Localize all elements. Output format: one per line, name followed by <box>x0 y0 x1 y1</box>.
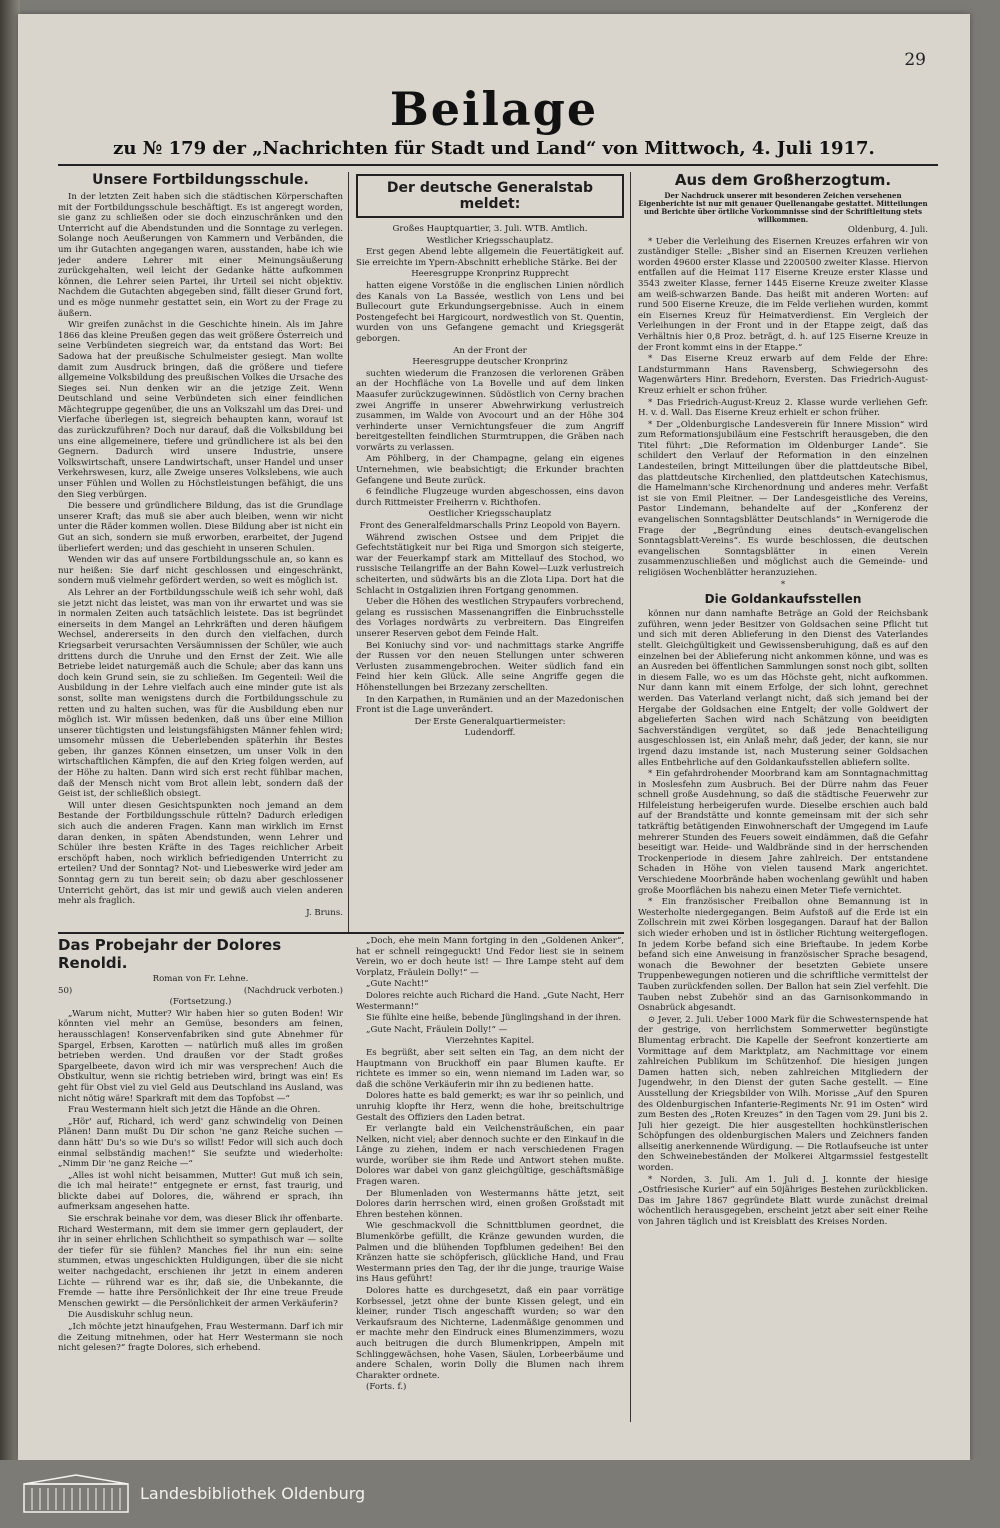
paragraph: Erst gegen Abend lebte allgemein die Feuertätigkeit auf. Sie erreichte im Ypern-Abschnitt erhebliche Stärke. Bei der <box>356 247 624 268</box>
paragraph: ⊙ Jever, 2. Juli. Ueber 1000 Mark für die Schwesternspende hat der gestrige, von herrlichstem Sommerwetter begünstigte Blumentag erbracht. Die Kapelle der Seefront konzertierte am Vormittage auf dem Marktplatz, am Nachmittage vor einem zahlreichen Publikum im Schützenhof. Die hiesigen jungen Damen hatten sich, neben zahlreichen Mitgliedern der Jugendwehr, in den Dienst der guten Sache gestellt. — Eine Ausstellung der Kriegsbilder von Wilh. Morisse „Auf den Spuren des Oldenburgischen Infanterie-Regiments Nr. 91 im Osten“ wird zum Besten des „Roten Kreuzes“ in den Tagen vom 29. Juni bis 2. Juli hier gezeigt. Die hier ausgestellten hochkünstlerischen Schöpfungen des oldenburgischen Malers und Zeichners fanden allseitig anerkennende Würdigung. — Die Rotlaufseuche ist unter den Schweinebeständen der Molkerei Altgarmssiel festgestellt worden. <box>638 1014 928 1174</box>
news-items-2 <box>638 609 928 1227</box>
paragraph: Wie geschmackvoll die Schnittblumen geordnet, die Blumenkörbe gefüllt, die Kränze gewunden wurden, die Palmen und die blühenden Topfblumen gedeihen! Bei den Kränzen hatte sie schöpferisch, glückliche Hand, und Frau Westermann pries den Tag, der ihr die junge, traurige Waise ins Haus geführt! <box>356 1221 624 1285</box>
novel-byline: Roman von Fr. Lehne. <box>152 974 249 984</box>
library-building-icon <box>22 1474 130 1514</box>
reprint-note: Der Nachdruck unserer mit besonderen Zeichen versehenen Eigenberichte ist nur mit genauer Quellenangabe gestattet. Mitteilungen und Berichte über örtliche Vorkommnisse sind der Schriftleitung stets willkommen. <box>638 191 928 224</box>
paragraph: Heeresgruppe Kronprinz Rupprecht <box>411 269 569 280</box>
paragraph: „Gute Nacht, Fräulein Dolly!“ — <box>366 1024 508 1035</box>
paragraph: „Ich möchte jetzt hinaufgehen, Frau Westermann. Darf ich mir die Zeitung mitnehmen, oder hat Herr Westermann sie noch nicht gelesen?“ fragte Dolores, sich erhebend. <box>58 1322 343 1354</box>
paragraph: hatten eigene Vorstöße in die englischen Linien nördlich des Kanals von La Bassée, westlich von Lens und bei Bullecourt gute Erkundungsergebnisse. Auch in einem Postengefecht bei Hargicourt, nordwestlich von St. Quentin, wurden von uns Gefangene gemacht und Kriegsgerät geborgen. <box>356 280 624 344</box>
paragraph: Wenden wir das auf unsere Fortbildungsschule an, so kann es nur heißen: Sie darf nicht geschlossen und eingeschränkt, sondern muß vielmehr gefördert werden, so weit es möglich ist. <box>58 555 343 587</box>
paragraph: Ludendorff. <box>464 728 516 739</box>
dateline: Oldenburg, 4. Juli. <box>847 225 928 235</box>
grossherzogtum-heading: Aus dem Großherzogtum. <box>674 172 892 189</box>
novel-notice: (Nachdruck verboten.) <box>243 985 343 996</box>
paragraph: Er verlangte bald ein Veilchensträußchen, ein paar Nelken, nicht viel; aber dennoch suchte er den Einkauf in die Länge zu ziehen, indem er nach verschiedenen Fragen wurde, worüber sie ihm Rede und Antwort stehen mußte. Dolores war dabei von ganz gleichgültige, geschäftsmäßige Fragen waren. <box>356 1124 624 1188</box>
paragraph: Als Lehrer an der Fortbildungsschule weiß ich sehr wohl, daß sie jetzt nicht das leistet, was man von ihr erwartet und was sie in normalen Zeiten auch tatsächlich leistete. Das ist begründet einerseits in dem Mangel an Lehrkräften und deren häufigem Wechsel, andererseits in den durch den vielfachen, durch Kriegsarbeit verursachten Versäumnissen der Schüler, wie auch drittens durch die Unruhe und den Ernst der Zeit. Wie alle Betriebe leidet naturgemäß auch die Schule; aber das kann uns doch kein Grund sein, sie zu schließen. Im Gegenteil: Weil die Ausbildung in der Lehre vielfach auch eine minder gute ist als sonst, sollte man wenigstens durch die Fortbildungsschule zu retten und zu halten suchen, was für die Ausbildung eben nur möglich ist. Wir müssen bedenken, daß uns über eine Million unserer tüchtigsten und leistungsfähigsten Männer fehlen wird; umsomehr müssen die Ueberlebenden späterhin ihr Bestes geben, ihr ganzes Können einsetzen, um unser Volk in den wirtschaftlichen Kämpfen, die auf den Krieg folgen werden, auf der Höhe zu halten. Dann wird sich erst recht fühlbar machen, daß der Mensch nicht vom Brot allein lebt, sondern daß der Geist ist, der schließlich obsiegt. <box>58 587 343 800</box>
paragraph: Dolores hatte es bald gemerkt; es war ihr so peinlich, und unruhig klopfte ihr Herz, wenn die hohe, breitschultrige Gestalt des Offiziers den Laden betrat. <box>356 1091 624 1123</box>
library-label: Landesbibliothek Oldenburg <box>140 1484 366 1503</box>
novel-continuation: (Fortsetzung.) <box>169 997 232 1008</box>
generalstab-heading: Der deutsche Generalstab meldet: <box>386 180 594 212</box>
novel-number: 50) <box>58 985 73 996</box>
paragraph: Front des Generalfeldmarschalls Prinz Leopold von Bayern. <box>359 521 621 532</box>
signature: J. Bruns. <box>306 907 343 918</box>
masthead-subtitle: zu № 179 der „Nachrichten für Stadt und Land“ von Mittwoch, 4. Juli 1917. <box>113 138 875 159</box>
column-divider <box>348 172 349 932</box>
paragraph: Frau Westermann hielt sich jetzt die Hände an die Ohren. <box>68 1105 321 1116</box>
masthead-title: Beilage <box>389 82 599 136</box>
paragraph: * Der „Oldenburgische Landesverein für Innere Mission“ wird zum Reformationsjubiläum eine Festschrift herausgeben, die den Titel führt: „Die Reformation im Oldenburger Lande“. Sie schildert den Verlauf der Reformation in den einzelnen Landesteilen, bringt Mitteilungen über die plattdeutsche Bibel, das plattdeutsche Kirchenlied, den plattdeutschen Katechismus, die Hamelmann'sche Kirchenordnung und anderes mehr. Verfaßt ist sie von Emil Pleitner. — Der Landesgeistliche des Vereins, Pastor Lindemann, behandelte auf der „Konferenz der evangelischen Sonntagsblätter Deutschlands“ in Wernigerode die Frage der „Begründung eines deutsch-evangelischen Sonntagsblatt-Vereins“. Es wurde beschlossen, die deutschen evangelischen Sonntagsblätter in einen Verein zusammenzuschließen und möglichst auch die Gemeinde- und religiösen Wochenblätter heranzuziehen. <box>638 419 928 578</box>
paragraph: Sie fühlte eine heiße, bebende Jünglingshand in der ihren. <box>366 1013 622 1024</box>
article-heading: Unsere Fortbildungsschule. <box>92 172 309 188</box>
paragraph: „Doch, ehe mein Mann fortging in den „Goldenen Anker“, hat er schnell reingeguckt! Und Fedor liest sie in seinem Verein, wo er doch heute ist! — Ihre Lampe steht auf dem Vorplatz, Fräulein Dolly!“ — <box>356 936 624 978</box>
paragraph: 6 feindliche Flugzeuge wurden abgeschossen, eins davon durch Rittmeister Freiherrn v. Richthofen. <box>356 487 624 508</box>
column-divider <box>630 172 631 1422</box>
paragraph: * Ein gefahrdrohender Moorbrand kam am Sonntagnachmittag in Moslesfehn zum Ausbruch. Bei der Dürre nahm das Feuer schnell große Ausdehnung, so daß die städtische Feuerwehr zur Hilfeleistung herbeigerufen wurde. Dieselbe erschien auch bald auf der Brandstätte und konnte gemeinsam mit der sich sehr tatkräftig betätigenden Einwohnerschaft der Umgegend im Laufe mehrerer Stunden des Feuers soweit eindämmen, daß die Gefahr beseitigt war. Heide- und Waldbrände sind in der herrschenden Trockenperiode in diesem Jahre zahlreich. Der entstandene Schaden in Höhe von vielen tausend Mark angerichtet. Verschiedene Moorbrände haben wochenlang gewühlt und haben große Moorflächen bis nahezu einen Meter Tiefe vernichtet. <box>638 769 928 896</box>
novel-text-a <box>58 1009 343 1354</box>
paragraph: Die bessere und gründlichere Bildung, das ist die Grundlage unserer Kraft; das muß sie aber auch bleiben, wenn wir nicht unter die Räder kommen wollen. Diese Bildung aber ist nicht ein Gut an sich, sondern sie muß erworben, erarbeitet, der Jugend überliefert werden; und das geschieht in unseren Schulen. <box>58 501 343 554</box>
paragraph: Westlicher Kriegsschauplatz. <box>426 235 554 246</box>
paragraph: Vierzehntes Kapitel. <box>445 1036 535 1047</box>
paragraph: * Das Eiserne Kreuz erwarb auf dem Felde der Ehre: Landsturmmann Hans Ravensberg, Schwiegersohn des Wagenwärters Hinr. Bredehorn, Eversten. Das Friedrich-August-Kreuz erhielt er schon früher. <box>638 354 928 396</box>
page-number: 29 <box>904 50 926 70</box>
footer-bar <box>0 1460 1000 1528</box>
paragraph: Ueber die Höhen des westlichen Strypaufers vorbrechend, gelang es russischen Massenangriffen die Einbruchsstelle des Vorlages nordwärts zu verbreitern. Das Eingreifen unserer Reserven gebot dem Feinde Halt. <box>356 597 624 639</box>
paragraph: Bei Koniuchy sind vor- und nachmittags starke Angriffe der Russen vor den neuen Stellungen unter schweren Verlusten zusammengebrochen. Weiter südlich fand ein Feind hier kein Glück. Alle seine Angriffe gegen die Höhenstellungen bei Brzezany zerschellten. <box>356 640 624 693</box>
generalstab-heading-box <box>356 174 624 218</box>
paragraph: In den Karpathen, in Rumänien und an der Mazedonischen Front ist die Lage unverändert. <box>356 694 624 716</box>
newspaper-page <box>18 14 970 1460</box>
paragraph: „Gute Nacht!“ <box>366 979 429 990</box>
article-body <box>58 192 343 918</box>
paragraph: * Ein französischer Freiballon ohne Bemannung ist in Westerholte niedergegangen. Beim Aufstoß auf die Erde ist ein Zollschrein mit zwei Körben losgegangen. Darauf hat der Ballon sich wieder erhoben und ist in östlicher Richtung weitergeflogen. In jedem Korbe befand sich eine Brieftaube. In jedem Korbe befand sich eine Anweisung in französischer Sprache besagend, wonach die Bewohner der besetzten Gebiete unsere Truppenbewegungen notieren und die schriftliche vermittelst der Tauben zurückfenden sollen. Der Ballon hat sein Ziel verfehlt. Die Tauben nebst Zubehör sind an das Garnisonkommando in Osnabrück abgesandt. <box>638 897 928 1014</box>
section-star: * <box>780 579 786 590</box>
paragraph: Oestlicher Kriegsschauplatz <box>428 509 552 520</box>
paragraph: (Forts. f.) <box>366 1382 407 1393</box>
paragraph: suchten wiederum die Franzosen die verlorenen Gräben an der Hochfläche von La Bovelle und auf dem linken Maasufer zurückzugewinnen. Südöstlich von Cerny brachen zwei Angriffe in unserer Abwehrwirkung verlustreich zusammen, im Walde von Avocourt und an der Höhe 304 verhinderte unser Vernichtungsfeuer die zum Angriff bereitgestellten feindlichen Sturmtruppen, die Gräben nach vorwärts zu verlassen. <box>356 368 624 453</box>
paragraph: können nur dann namhafte Beträge an Gold der Reichsbank zuführen, wenn jeder Besitzer von Goldsachen seine Pflicht tut und sich mit deren Ablieferung in den Dienst des Vaterlandes stellt. Gleichgültigkeit und Gewissensberuhigung, daß es auf den einzelnen bei der Ablieferung nicht ankommen könne, und was es an Ausreden bei öffentlichen Sammlungen sonst noch gibt, sollten in diesem Falle, wo es um das Höchste geht, nicht aufkommen. Nur dann kann mit einem Erfolge, der sich lohnt, gerechnet werden. Das Vaterland verlangt nicht, daß sich jemand bei der Hergabe der Goldsachen eine Entgelt; der volle Goldwert der abgelieferten Sachen wird nach Schätzung von beeidigten Sachverständigen vergütet, so daß jede Benachteiligung ausgeschlossen ist, ein Anlaß mehr, daß jeder, der kann, sie nur irgend dazu imstande ist, nach Musterung seiner Goldsachen alles Entbehrliche auf den Goldankaufsstellen abliefern sollte. <box>638 609 928 768</box>
paragraph: Großes Hauptquartier, 3. Juli. WTB. Amtlich. <box>392 224 588 234</box>
novel-heading: Das Probejahr der Dolores Renoldi. <box>58 936 282 972</box>
masthead-rule <box>58 164 938 166</box>
generalstab-report <box>356 174 624 874</box>
novel-text-b <box>356 936 624 1393</box>
book-gutter <box>0 0 20 1528</box>
goldankauf-heading: Die Goldankaufsstellen <box>704 592 862 607</box>
paragraph: „Alles ist wohl nicht beisammen, Mutter! Gut muß ich sein, die ich mal heirate!“ entgegnete er ernst, fast traurig, und blickte dabei auf Dolores, die, während er sprach, ihn aufmerksam angesehen hatte. <box>58 1170 343 1213</box>
masthead <box>18 84 970 159</box>
generalstab-body <box>356 224 624 739</box>
paragraph: Dolores hatte es durchgesetzt, daß ein paar vorrätige Korbsessel, jetzt ohne der bunte Kissen gelegt, und ein kleiner, runder Tisch angeschafft wurden; so war den Verkaufsraum des Nichterne, Ladenmäßige genommen und er machte mehr den Eindruck eines Blumenzimmers, wozu auch beitrugen die durch Blumenkrippen, Ampeln mit Schlinggewächsen, hohe Vasen, Säulen, Lorbeerbäume und andere Schalen, worin Dolly die Blumen nach ihrem Charakter ordnete. <box>356 1286 624 1381</box>
paragraph: * Norden, 3. Juli. Am 1. Juli d. J. konnte der hiesige „Ostfriesische Kurier“ auf ein 50jähriges Bestehen zurückblicken. Das im Jahre 1867 gegründete Blatt wurde zunächst dreimal wöchentlich herausgegeben, erscheint jetzt aber seit einer Reihe von Jahren täglich und ist Kreisblatt des Kreises Norden. <box>638 1174 928 1228</box>
paragraph: * Ueber die Verleihung des Eisernen Kreuzes erfahren wir von zuständiger Stelle: „Bisher sind an Eisernen Kreuzen verliehen worden 49600 erster Klasse und 2200500 zweiter Klasse. Hiervon entfallen auf die Heimat 117 Eiserne Kreuze erster Klasse und 3543 zweiter Klasse, ferner 1445 Eiserne Kreuze zweiter Klasse am weiß-schwarzen Bande. Das heißt mit anderen Worten: auf rund 500 Eiserne Kreuze, die im Felde verliehen wurden, kommt ein Eisernes Kreuz für Heimatverdienst. Ein Vergleich der Verleihungen in der Front und in der Etappe zeigt, daß das Verhältnis hier 0,8 Proz. beträgt, d. h. auf 125 Eiserne Kreuze in der Front kommt eins in der Etappe.“ <box>638 236 928 353</box>
paragraph: „Hör' auf, Richard, ich werd' ganz schwindelig von Deinen Plänen! Dann mußt Du Dir schon 'ne ganz Reiche suchen — dann hätt' Du's so wie Du's so willst! Fedor will sich auch doch einmal selbständig machen!“ Sie seufzte und wiederholte: „Nimm Dir 'ne ganz Reiche —“ <box>58 1116 343 1170</box>
news-items <box>638 237 928 579</box>
paragraph: Heeresgruppe deutscher Kronprinz <box>412 357 568 368</box>
novel-rule <box>58 932 624 934</box>
paragraph: Sie erschrak beinahe vor dem, was dieser Blick ihr offenbarte. Richard Westermann, mit dem sie immer gern geplaudert, der ihr in seiner ehrlichen Schlichtheit so sympathisch war — sollte der tiefer für sie fühlen? Manches fiel ihr nun ein: seine stummen, etwas ungeschickten Huldigungen, über die sie nicht weiter nachgedacht, erschienen ihr jetzt in einem anderen Lichte — rührend war es ihr, daß sie, die Unbekannte, die Fremde — hatte ihre Persönlichkeit der Ihr eine treue Freude Menschen gewirkt — die Persönlichkeit der armen Verkäuferin? <box>58 1214 343 1309</box>
paragraph: An der Front der <box>453 345 527 356</box>
paragraph: Der Blumenladen von Westermanns hätte jetzt, seit Dolores darin herrschen wird, einen großen Großstadt mit Ehren bestehen können. <box>356 1188 624 1220</box>
novel-meta <box>58 986 343 997</box>
paragraph: Die Ausdiskuhr schlug neun. <box>68 1310 194 1321</box>
paragraph: „Warum nicht, Mutter? Wir haben hier so guten Boden! Wir könnten viel mehr an Gemüse, besonders am feinen, herausschlagen! Konservenfabriken sind gute Abnehmer für Spargel, Erbsen, Karotten — natürlich muß alles im großen betrieben werden. Und draußen vor der Stadt großes Spargelbeete, davon wird ich mir was versprechen! Auch die Obstkultur, wenn sie richtig betrieben wird, bringt was ein! Es geht für Obst viel zu viel Geld aus Deutschland ins Ausland, was nicht nötig wäre! Sparkraft mit dem das Topfobst —“ <box>58 1008 343 1104</box>
paragraph: In der letzten Zeit haben sich die städtischen Körperschaften mit der Fortbildungsschule beschäftigt. Es ist angeregt worden, sie ganz zu schließen oder sie doch einzuschränken und den Unterricht auf die Abendstunden und die Sonntage zu verlegen. Solange noch Aeußerungen von Kammern und Verbänden, die um ihr Gutachten angegangen waren, ausstanden, habe ich wie jeder andere Lehrer mit einer Meinungsäußerung zurückgehalten, weil leicht der Gedanke hätte aufkommen können, die Lehrer seien Partei, ihr Urteil sei nicht objektiv. Nachdem die Gutachten abgegeben sind, fällt dieser Grund fort, und es möge nunmehr gestattet sein, ein Wort zu der Frage zu äußern. <box>58 192 343 319</box>
article-grossherzogtum <box>638 172 928 1432</box>
paragraph: Während zwischen Ostsee und dem Pripjet die Gefechtstätigkeit nur bei Riga und Smorgon sich steigerte, war der Feuerkampf stark am Mittellauf des Stochod, wo russische Teilangriffe an der Bahn Kowel—Luzk verlustreich scheiterten, und südwärts bis an die Zlota Lipa. Dort hat die Schlacht in Ostgalizien ihren Fortgang genommen. <box>356 532 624 596</box>
paragraph: * Das Friedrich-August-Kreuz 2. Klasse wurde verliehen Gefr. H. v. d. Wall. Das Eiserne Kreuz erhielt er schon früher. <box>638 397 928 419</box>
paragraph: Dolores reichte auch Richard die Hand. „Gute Nacht, Herr Westermann!“ <box>356 990 624 1012</box>
paragraph: Wir greifen zunächst in die Geschichte hinein. Als im Jahre 1866 das kleine Preußen gegen das weit größere Österreich und seine Verbündeten siegreich war, da entstand das Wort: Bei Sadowa hat der preußische Schulmeister gesiegt. Man wollte damit zum Ausdruck bringen, daß die größere und tiefere allgemeine Volksbildung des preußischen Volkes die Ursache des Sieges sei. Nun denken wir an die jetzige Zeit. Wenn Deutschland und seine Verbündeten sich einer feindlichen Mächtegruppe gegenüber, die uns an Volkszahl um das Drei- und Vierfache überlegen ist, siegreich behaupten kann, worauf ist das zurückzuführen? Doch nur darauf, daß die Volksbildung bei uns eine allgemeinere, tiefere und gründlichere ist als bei den Gegnern. Dadurch wird unsere Industrie, unsere Volkswirtschaft, unsere Landwirtschaft, unser Handel und unser Verkehrswesen, kurz, alle Zweige unseres Volkslebens, wie auch unser Fühlen und Wollen zu Höchstleistungen befähigt, die uns den Sieg verbürgen. <box>58 320 343 500</box>
paragraph: Will unter diesen Gesichtspunkten noch jemand an dem Bestande der Fortbildungsschule rütteln? Dadurch erledigen sich auch die anderen Fragen. Kann man wirklich im Ernst daran denken, in späten Abendstunden, wenn Lehrer und Schüler ihre besten Kräfte in des Tages reichlicher Arbeit erschöpft haben, noch wirklich befriedigenden Unterricht zu erteilen? Und der Sonntag? Not- und Liebeswerke wird jeder am Sonntag gern zu tun bereit sein; ob dazu aber geschlossener Unterricht gehört, das ist mir und gewiß auch vielen anderen mehr als fraglich. <box>58 800 343 907</box>
paragraph: Der Erste Generalquartiermeister: <box>414 716 566 727</box>
paragraph: Es begrüßt, aber seit selten ein Tag, an dem nicht der Hauptmann von Bruckhoff ein paar Blumen kaufte. Er richtete es immer so ein, wenn niemand im Laden war, so daß die schöne Verkäuferin mir ihn zu bedienen hatte. <box>356 1047 624 1090</box>
article-fortbildungsschule <box>58 172 343 932</box>
paragraph: Am Pöhlberg, in der Champagne, gelang ein eigenes Unternehmen, wie beabsichtigt; die Erkunder brachten Gefangene und Beute zurück. <box>356 454 624 486</box>
novel-column-b <box>356 936 624 1436</box>
novel-column-a <box>58 936 343 1436</box>
